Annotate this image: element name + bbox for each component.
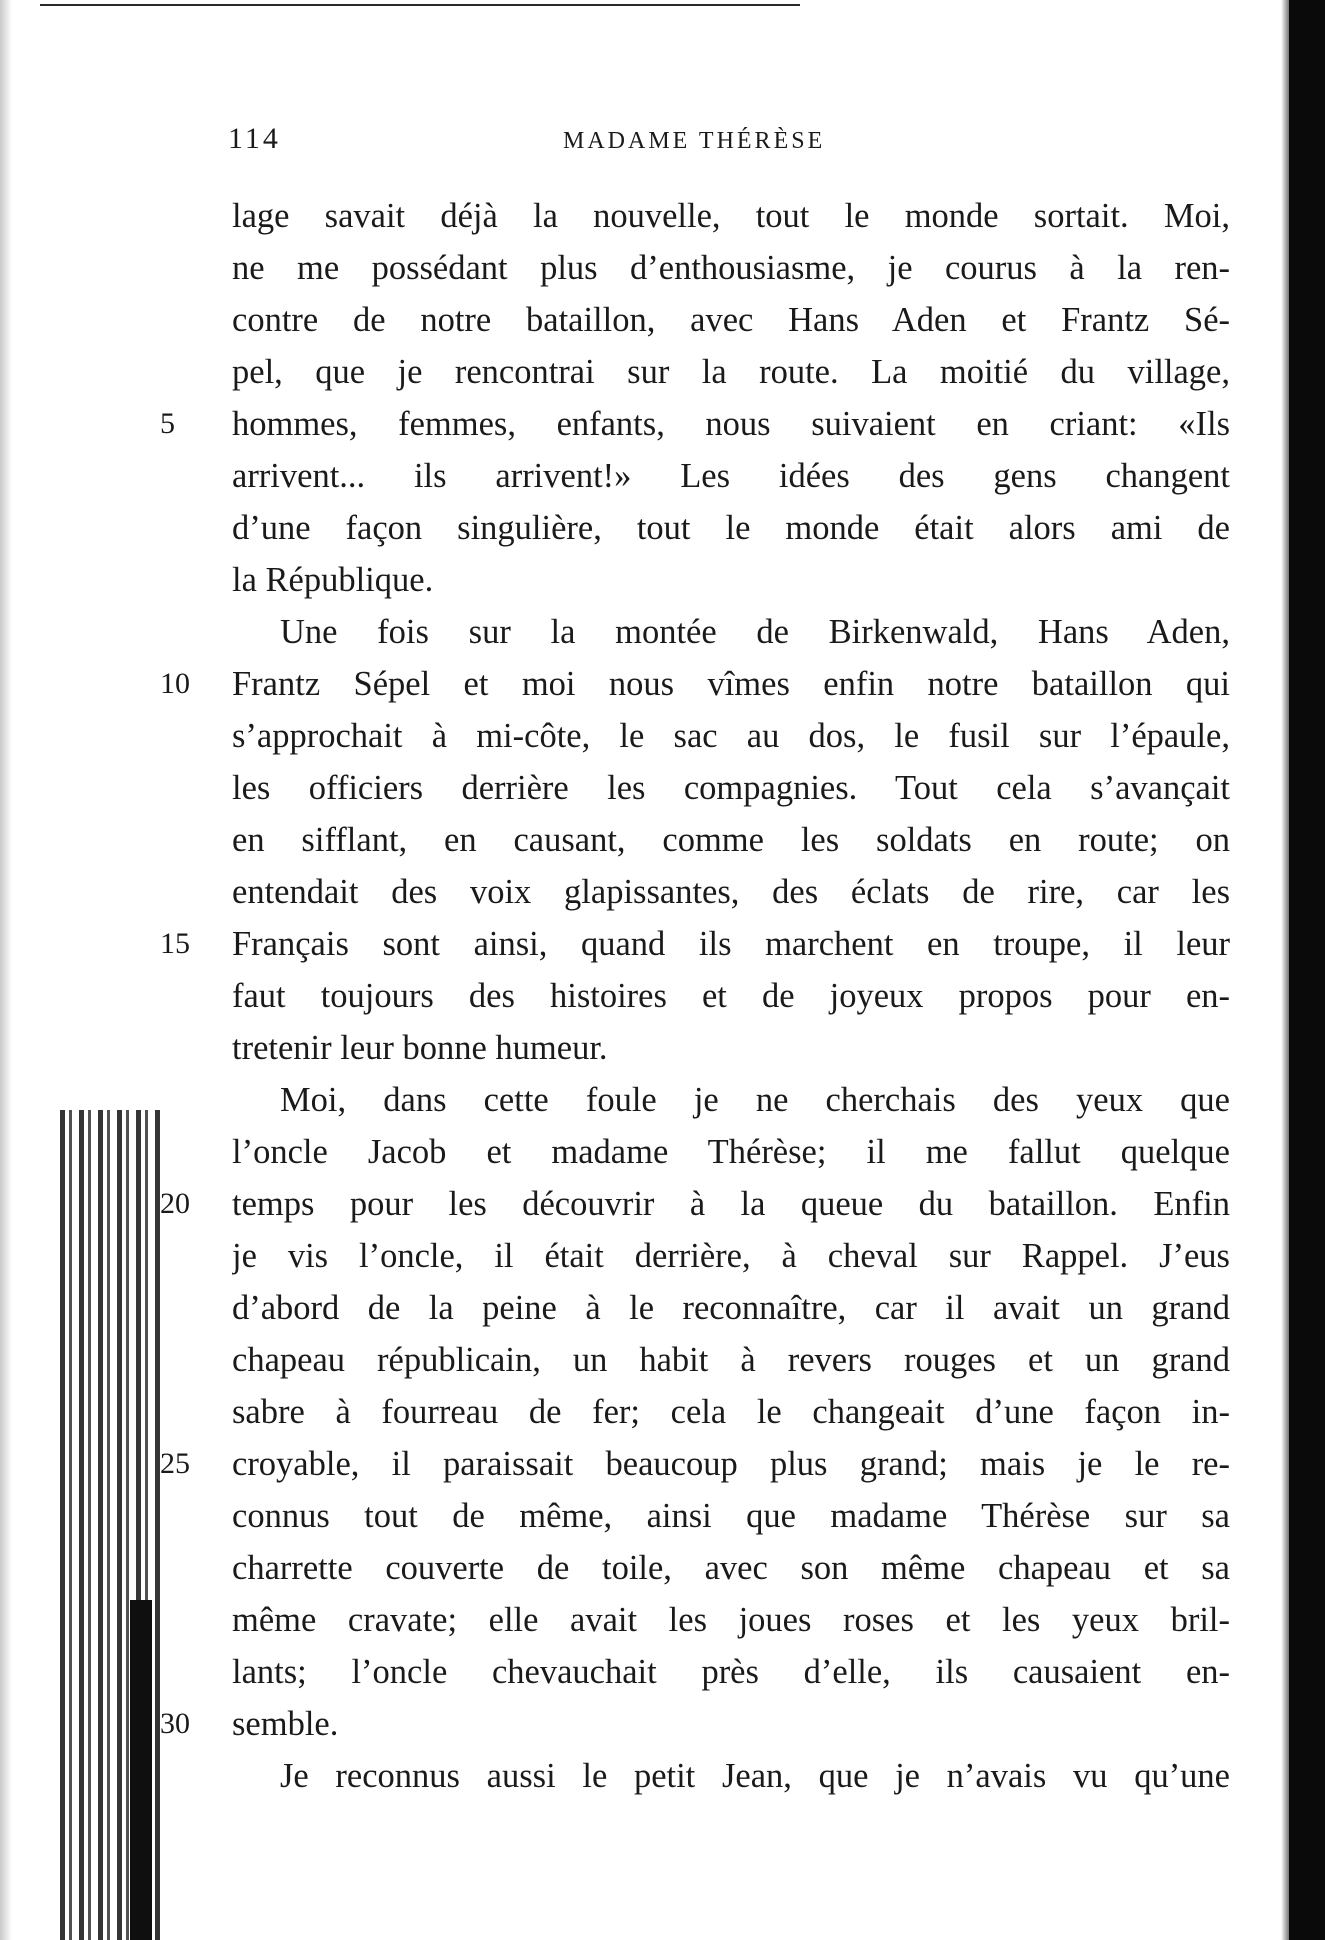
line-text: en sifflant, en causant, comme les soldats en route; on	[232, 821, 1230, 859]
text-line	[160, 502, 1230, 554]
body-text	[160, 190, 1230, 1802]
page-number: 114	[228, 122, 281, 155]
text-line	[160, 814, 1230, 866]
text-line	[160, 710, 1230, 762]
text-line	[160, 1594, 1230, 1646]
scan-top-rule	[40, 4, 800, 6]
text-line	[160, 450, 1230, 502]
line-text: connus tout de même, ainsi que madame Thérèse sur sa	[232, 1497, 1230, 1535]
line-text: les officiers derrière les compagnies. Tout cela s’avançait	[232, 769, 1230, 807]
line-text: Frantz Sépel et moi nous vîmes enfin notre bataillon qui	[232, 665, 1230, 703]
text-line	[160, 398, 1230, 450]
line-text: même cravate; elle avait les joues roses et les yeux bril-	[232, 1601, 1230, 1639]
text-line	[160, 242, 1230, 294]
text-line	[160, 294, 1230, 346]
line-number: 5	[160, 407, 175, 440]
line-text: Je reconnus aussi le petit Jean, que je n’avais vu qu’une	[280, 1757, 1230, 1795]
text-line	[160, 606, 1230, 658]
line-text: s’approchait à mi-côte, le sac au dos, le fusil sur l’épaule,	[232, 717, 1230, 755]
text-line	[160, 1750, 1230, 1802]
line-text: ne me possédant plus d’enthousiasme, je courus à la ren-	[232, 249, 1230, 287]
text-line	[160, 658, 1230, 710]
scan-left-shadow	[0, 0, 12, 1940]
text-line	[160, 1022, 1230, 1074]
text-line	[160, 1438, 1230, 1490]
text-line	[160, 1386, 1230, 1438]
line-text: Français sont ainsi, quand ils marchent en troupe, il leur	[232, 925, 1230, 963]
text-line	[160, 1646, 1230, 1698]
text-line	[160, 1126, 1230, 1178]
text-line	[160, 762, 1230, 814]
line-text: lants; l’oncle chevauchait près d’elle, ils causaient en-	[232, 1653, 1230, 1691]
line-text: arrivent... ils arrivent!» Les idées des gens changent	[232, 457, 1230, 495]
line-text: sabre à fourreau de fer; cela le changeait d’une façon in-	[232, 1393, 1230, 1431]
line-text: la République.	[232, 561, 434, 599]
text-line	[160, 1074, 1230, 1126]
text-line	[160, 1282, 1230, 1334]
line-text: contre de notre bataillon, avec Hans Aden et Frantz Sé-	[232, 301, 1230, 339]
text-line	[160, 190, 1230, 242]
text-line	[160, 918, 1230, 970]
scan-right-border	[1289, 0, 1325, 1940]
line-number: 10	[160, 667, 190, 700]
line-text: tretenir leur bonne humeur.	[232, 1029, 608, 1067]
line-text: charrette couverte de toile, avec son même chapeau et sa	[232, 1549, 1230, 1587]
line-number: 20	[160, 1187, 190, 1220]
line-text: pel, que je rencontrai sur la route. La moitié du village,	[232, 353, 1230, 391]
line-text: lage savait déjà la nouvelle, tout le monde sortait. Moi,	[232, 197, 1230, 235]
text-line	[160, 1542, 1230, 1594]
line-number: 25	[160, 1447, 190, 1480]
scan-right-edge-shadow	[1281, 0, 1289, 1940]
text-line	[160, 554, 1230, 606]
line-text: chapeau républicain, un habit à revers rouges et un grand	[232, 1341, 1230, 1379]
text-line	[160, 866, 1230, 918]
text-line	[160, 1698, 1230, 1750]
text-line	[160, 1490, 1230, 1542]
text-line	[160, 346, 1230, 398]
line-text: l’oncle Jacob et madame Thérèse; il me fallut quelque	[232, 1133, 1230, 1171]
text-line	[160, 1178, 1230, 1230]
line-text: semble.	[232, 1705, 339, 1743]
text-line	[160, 1230, 1230, 1282]
line-text: hommes, femmes, enfants, nous suivaient en criant: «Ils	[232, 405, 1230, 443]
text-line	[160, 970, 1230, 1022]
line-number: 30	[160, 1707, 190, 1740]
line-text: Moi, dans cette foule je ne cherchais des yeux que	[280, 1081, 1230, 1119]
line-text: faut toujours des histoires et de joyeux propos pour en-	[232, 977, 1230, 1015]
line-text: d’une façon singulière, tout le monde était alors ami de	[232, 509, 1230, 547]
line-text: d’abord de la peine à le reconnaître, car il avait un grand	[232, 1289, 1230, 1327]
page-header	[228, 122, 1228, 162]
line-text: entendait des voix glapissantes, des éclats de rire, car les	[232, 873, 1230, 911]
scan-bleed-strip-dark	[130, 1600, 152, 1940]
line-text: temps pour les découvrir à la queue du bataillon. Enfin	[232, 1185, 1230, 1223]
line-text: Une fois sur la montée de Birkenwald, Hans Aden,	[280, 613, 1230, 651]
line-text: croyable, il paraissait beaucoup plus grand; mais je le re-	[232, 1445, 1230, 1483]
text-line	[160, 1334, 1230, 1386]
running-title: MADAME THÉRÈSE	[563, 128, 826, 154]
line-number: 15	[160, 927, 190, 960]
line-text: je vis l’oncle, il était derrière, à cheval sur Rappel. J’eus	[232, 1237, 1230, 1275]
